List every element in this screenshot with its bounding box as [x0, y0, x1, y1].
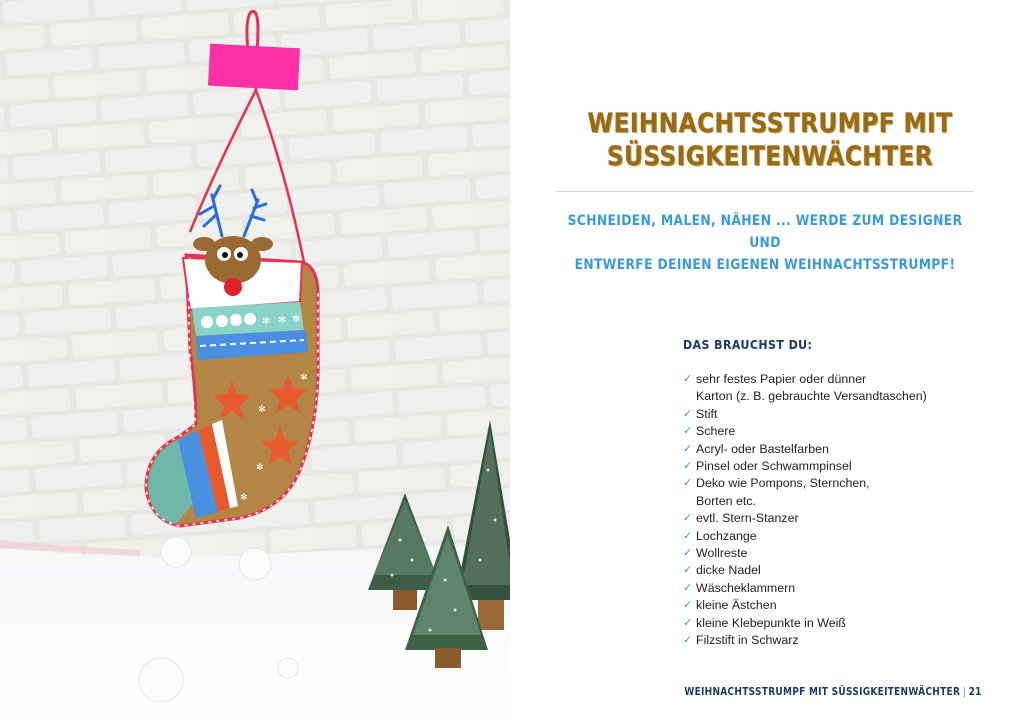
list-item-text: Deko wie Pompons, Sternchen,	[696, 476, 870, 491]
checkmark-icon: ✓	[683, 634, 693, 647]
list-item-text: kleine Ästchen	[696, 598, 777, 613]
list-item-text: kleine Klebepunkte in Weiß	[696, 615, 846, 630]
page-number: 21	[968, 686, 982, 698]
list-item-text: dicke Nadel	[696, 563, 761, 578]
list-item-text: Wäscheklammern	[696, 580, 796, 595]
checkmark-icon: ✓	[683, 460, 693, 473]
title-divider	[556, 191, 974, 192]
checkmark-icon: ✓	[683, 529, 693, 542]
title-line-2: SÜSSIGKEITENWÄCHTER	[606, 141, 934, 172]
checkmark-icon: ✓	[683, 425, 693, 438]
checkmark-icon: ✓	[683, 442, 693, 455]
list-item	[683, 632, 983, 649]
list-item	[683, 371, 983, 406]
list-item	[683, 423, 983, 440]
svg-text:✻: ✻	[300, 373, 308, 383]
list-item	[683, 562, 983, 579]
text-page	[510, 0, 1020, 727]
list-item-text: Schere	[696, 424, 736, 439]
list-item	[683, 510, 983, 527]
svg-text:✻: ✻	[258, 405, 266, 415]
checkmark-icon: ✓	[683, 407, 693, 420]
subtitle-line-2: ENTWERFE DEINEN EIGENEN WEIHNACHTSSTRUMPF!	[574, 257, 956, 273]
checkmark-icon: ✓	[683, 616, 693, 629]
svg-text:✻: ✻	[262, 316, 271, 327]
list-item-text: Lochzange	[696, 528, 757, 543]
list-item	[683, 441, 983, 458]
checkmark-icon: ✓	[683, 512, 693, 525]
checkmark-icon: ✓	[683, 581, 693, 594]
list-item-text: sehr festes Papier oder dünner	[696, 372, 867, 386]
list-item-text: Stift	[696, 406, 718, 421]
list-item	[683, 597, 983, 614]
checkmark-icon: ✓	[683, 599, 693, 612]
list-item	[683, 458, 983, 475]
list-item-text: Acryl- oder Bastelfarben	[696, 441, 829, 456]
svg-text:✻: ✻	[256, 463, 264, 473]
title-line-1: WEIHNACHTSSTRUMPF MIT	[587, 108, 953, 139]
list-item-text: Wollreste	[696, 546, 748, 561]
list-item	[683, 580, 983, 597]
list-item	[683, 528, 983, 545]
page-footer	[685, 686, 982, 698]
list-item	[683, 615, 983, 632]
list-item	[683, 406, 983, 423]
list-item-text: Karton (z. B. gebrauchte Versandtaschen)	[696, 389, 927, 404]
checkmark-icon: ✓	[683, 373, 693, 385]
list-item	[683, 545, 983, 562]
checkmark-icon: ✓	[683, 547, 693, 560]
svg-text:✻: ✻	[292, 314, 301, 325]
svg-text:✻: ✻	[278, 315, 287, 326]
materials-heading: DAS BRAUCHST DU:	[683, 337, 813, 352]
materials-list	[683, 371, 983, 650]
footer-separator: |	[963, 686, 967, 698]
subtitle	[567, 210, 963, 276]
list-item-text: evtl. Stern-Stanzer	[696, 511, 799, 526]
checkmark-icon: ✓	[683, 564, 693, 577]
list-item-text: Borten etc.	[696, 493, 756, 508]
footer-title: WEIHNACHTSSTRUMPF MIT SÜSSIGKEITENWÄCHTER	[684, 686, 961, 698]
subtitle-line-1: SCHNEIDEN, MALEN, NÄHEN ... WERDE ZUM DESIGNER UND	[567, 213, 963, 251]
list-item-text: Filzstift in Schwarz	[696, 633, 799, 648]
svg-text:✻: ✻	[240, 493, 248, 503]
page-title	[581, 107, 959, 173]
checkmark-icon: ✓	[683, 477, 693, 490]
list-item	[683, 475, 983, 510]
pink-tape	[208, 44, 300, 91]
list-item-text: Pinsel oder Schwammpinsel	[696, 459, 852, 474]
